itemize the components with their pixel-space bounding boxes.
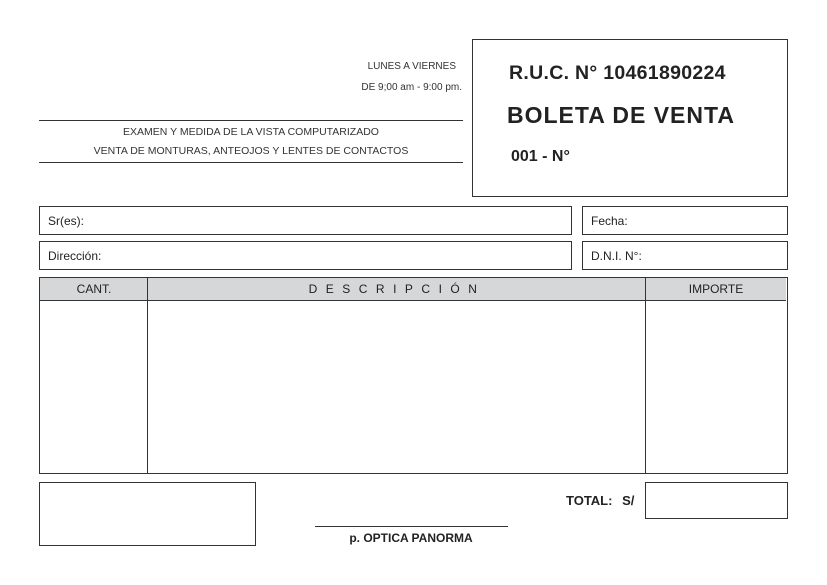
qty-column-header: CANT. — [40, 278, 148, 301]
dni-field[interactable] — [582, 241, 788, 270]
total-amount-field[interactable] — [645, 482, 788, 519]
service-line-1: EXAMEN Y MEDIDA DE LA VISTA COMPUTARIZADO — [123, 126, 379, 138]
dni-label: D.N.I. N°: — [591, 248, 642, 263]
client-label: Sr(es): — [48, 213, 84, 228]
services-top-rule — [39, 120, 463, 121]
address-label: Dirección: — [48, 248, 102, 263]
signature-line — [315, 526, 508, 527]
date-label: Fecha: — [591, 213, 628, 228]
business-hours-days: LUNES A VIERNES — [367, 61, 456, 72]
service-line-2: VENTA DE MONTURAS, ANTEOJOS Y LENTES DE CONTACTOS — [93, 145, 409, 157]
ruc-box — [472, 39, 788, 197]
column-divider-2 — [645, 278, 646, 473]
ruc-number: R.U.C. N° 10461890224 — [509, 62, 726, 84]
stamp-box — [39, 482, 256, 546]
address-field[interactable] — [39, 241, 572, 270]
items-table — [39, 277, 788, 474]
document-type: BOLETA DE VENTA — [507, 102, 735, 128]
document-serie: 001 - N° — [511, 148, 570, 165]
amount-column-header: IMPORTE — [646, 278, 786, 301]
column-divider-1 — [147, 278, 148, 473]
date-field[interactable] — [582, 206, 788, 235]
business-hours-time: DE 9;00 am - 9:00 pm. — [361, 82, 462, 93]
signature-label: p. OPTICA PANORMA — [349, 531, 473, 545]
total-label: TOTAL: S/ — [566, 493, 635, 508]
client-field[interactable] — [39, 206, 572, 235]
description-column-header: DESCRIPCIÓN — [148, 278, 646, 301]
services-bottom-rule — [39, 162, 463, 163]
